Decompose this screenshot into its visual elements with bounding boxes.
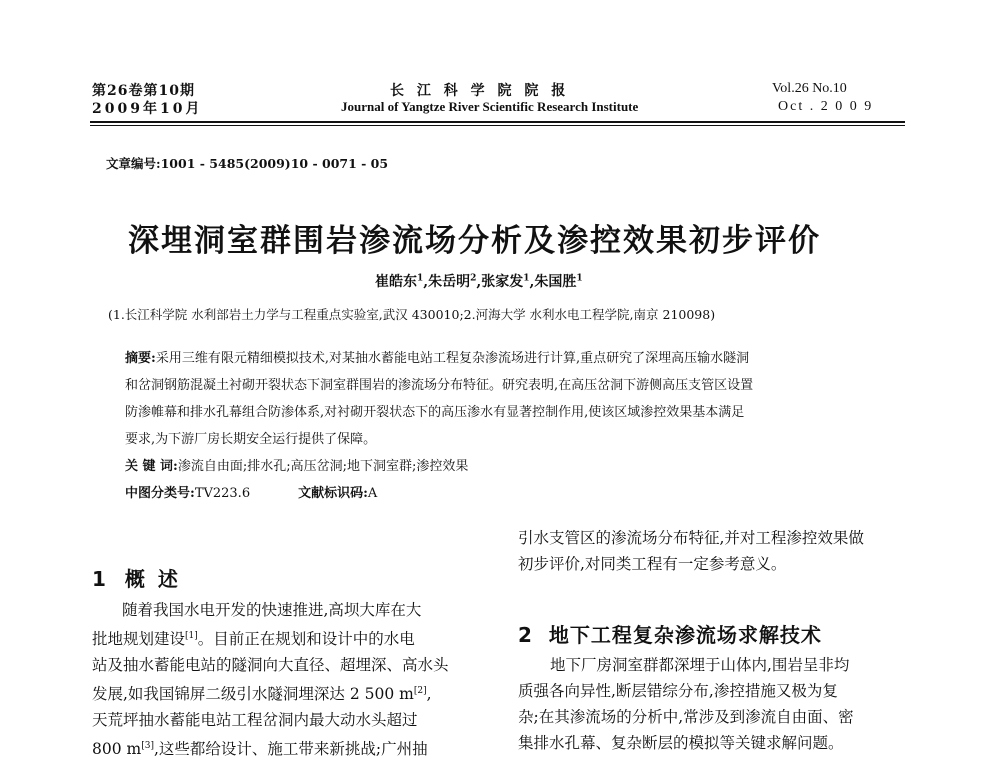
author-list <box>375 271 583 291</box>
body-text: , <box>426 685 432 704</box>
journal-name-en: Journal of Yangtze River Scientific Research Institute <box>341 99 639 114</box>
citation: [2] <box>413 686 427 697</box>
body-line: 初步评价,对同类工程有一定参考意义。 <box>518 555 787 573</box>
author-name: 张家发 <box>481 274 524 290</box>
section-number: 1 <box>92 567 109 591</box>
body-line: 地下厂房洞室群都深埋于山体内,围岩呈非均 <box>550 656 850 674</box>
author-sup: 1 <box>576 273 583 284</box>
abstract-line: 采用三维有限元精细模拟技术,对某抽水蓄能电站工程复杂渗流场进行计算,重点研究了深埋高压输水隧洞 <box>155 351 750 366</box>
abstract-line: 防渗帷幕和排水孔幕组合防渗体系,对衬砌开裂状态下的高压渗水有显著控制作用,使该区域渗控效果基本满足 <box>125 405 745 420</box>
body-line: 杂;在其渗流场的分析中,常涉及到渗流自由面、密 <box>518 708 854 726</box>
body-text: 800 m <box>92 740 142 759</box>
body-line: 引水支管区的渗流场分布特征,并对工程渗控效果做 <box>518 529 864 547</box>
abstract-label: 摘要: <box>125 351 156 366</box>
body-line: 站及抽水蓄能电站的隧洞向大直径、超埋深、高水头 <box>92 656 449 675</box>
clc-value: TV223.6 <box>194 486 251 501</box>
author-sup: 1 <box>417 273 424 284</box>
article-number: 文章编号:1001 - 5485(2009)10 - 0071 - 05 <box>106 156 389 171</box>
section-title: 地下工程复杂渗流场求解技术 <box>548 623 822 647</box>
section-number: 2 <box>518 623 533 647</box>
publication-date: 2009年10月 <box>92 101 203 117</box>
date-en: Oct . 2 0 0 9 <box>778 99 874 114</box>
body-text: 批地规划建设 <box>92 630 186 649</box>
citation: [1] <box>185 631 198 641</box>
doc-code-value: A <box>367 486 378 501</box>
author-sep: , <box>529 274 535 290</box>
doc-code-label: 文献标识码: <box>298 486 368 501</box>
header-rule-thick <box>90 121 905 123</box>
section-2-heading <box>518 619 822 648</box>
right-column-continuation <box>518 525 864 577</box>
author-sup: 2 <box>470 273 477 284</box>
author-name: 崔皓东 <box>375 274 417 290</box>
author-name: 朱国胜 <box>534 274 577 290</box>
body-line: 天荒坪抽水蓄能电站工程岔洞内最大动水头超过 <box>92 711 418 730</box>
body-line: 随着我国水电开发的快速推进,高坝大库在大 <box>122 601 422 619</box>
section-title: 概 述 <box>124 567 181 591</box>
body-text: 。目前正在规划和设计中的水电 <box>197 630 415 649</box>
body-line: 集排水孔幕、复杂断层的模拟等关键求解问题。 <box>518 734 844 752</box>
section-2-body <box>518 652 854 756</box>
author-sep: , <box>476 274 482 290</box>
body-text: ,这些都给设计、施工带来新挑战;广州抽 <box>153 740 428 759</box>
abstract-line: 要求,为下游厂房长期安全运行提供了保障。 <box>125 432 377 447</box>
abstract-line: 和岔洞钢筋混凝土衬砌开裂状态下洞室群围岩的渗流场分布特征。研究表明,在高压岔洞下游侧高压支管区设置 <box>125 378 754 393</box>
body-line: 质强各向异性,断层错综分布,渗控措施又极为复 <box>518 682 838 700</box>
volume-en: Vol.26 No.10 <box>772 81 847 96</box>
journal-name-cn: 长 江 科 学 院 院 报 <box>390 83 570 99</box>
author-sep: , <box>423 274 429 290</box>
section-1-heading <box>92 563 181 592</box>
abstract-block <box>125 345 753 507</box>
volume-issue: 第26卷第10期 <box>92 83 195 99</box>
section-1-body <box>92 597 449 762</box>
author-sup: 1 <box>523 273 530 284</box>
body-text: 发展,如我国锦屏二级引水隧洞埋深达 2 500 m <box>92 685 414 704</box>
affiliation: (1.长江科学院 水利部岩土力学与工程重点实验室,武汉 430010;2.河海大学 水利水电工程学院,南京 210098) <box>108 307 716 322</box>
keywords-label: 关 键 词: <box>125 459 178 474</box>
keywords-text: 渗流自由面;排水孔;高压岔洞;地下洞室群;渗控效果 <box>177 459 469 474</box>
citation: [3] <box>141 741 154 752</box>
clc-label: 中图分类号: <box>125 486 195 501</box>
paper-title: 深埋洞室群围岩渗流场分析及渗控效果初步评价 <box>128 223 821 259</box>
author-name: 朱岳明 <box>428 274 471 290</box>
header-rule-thin <box>90 125 905 126</box>
